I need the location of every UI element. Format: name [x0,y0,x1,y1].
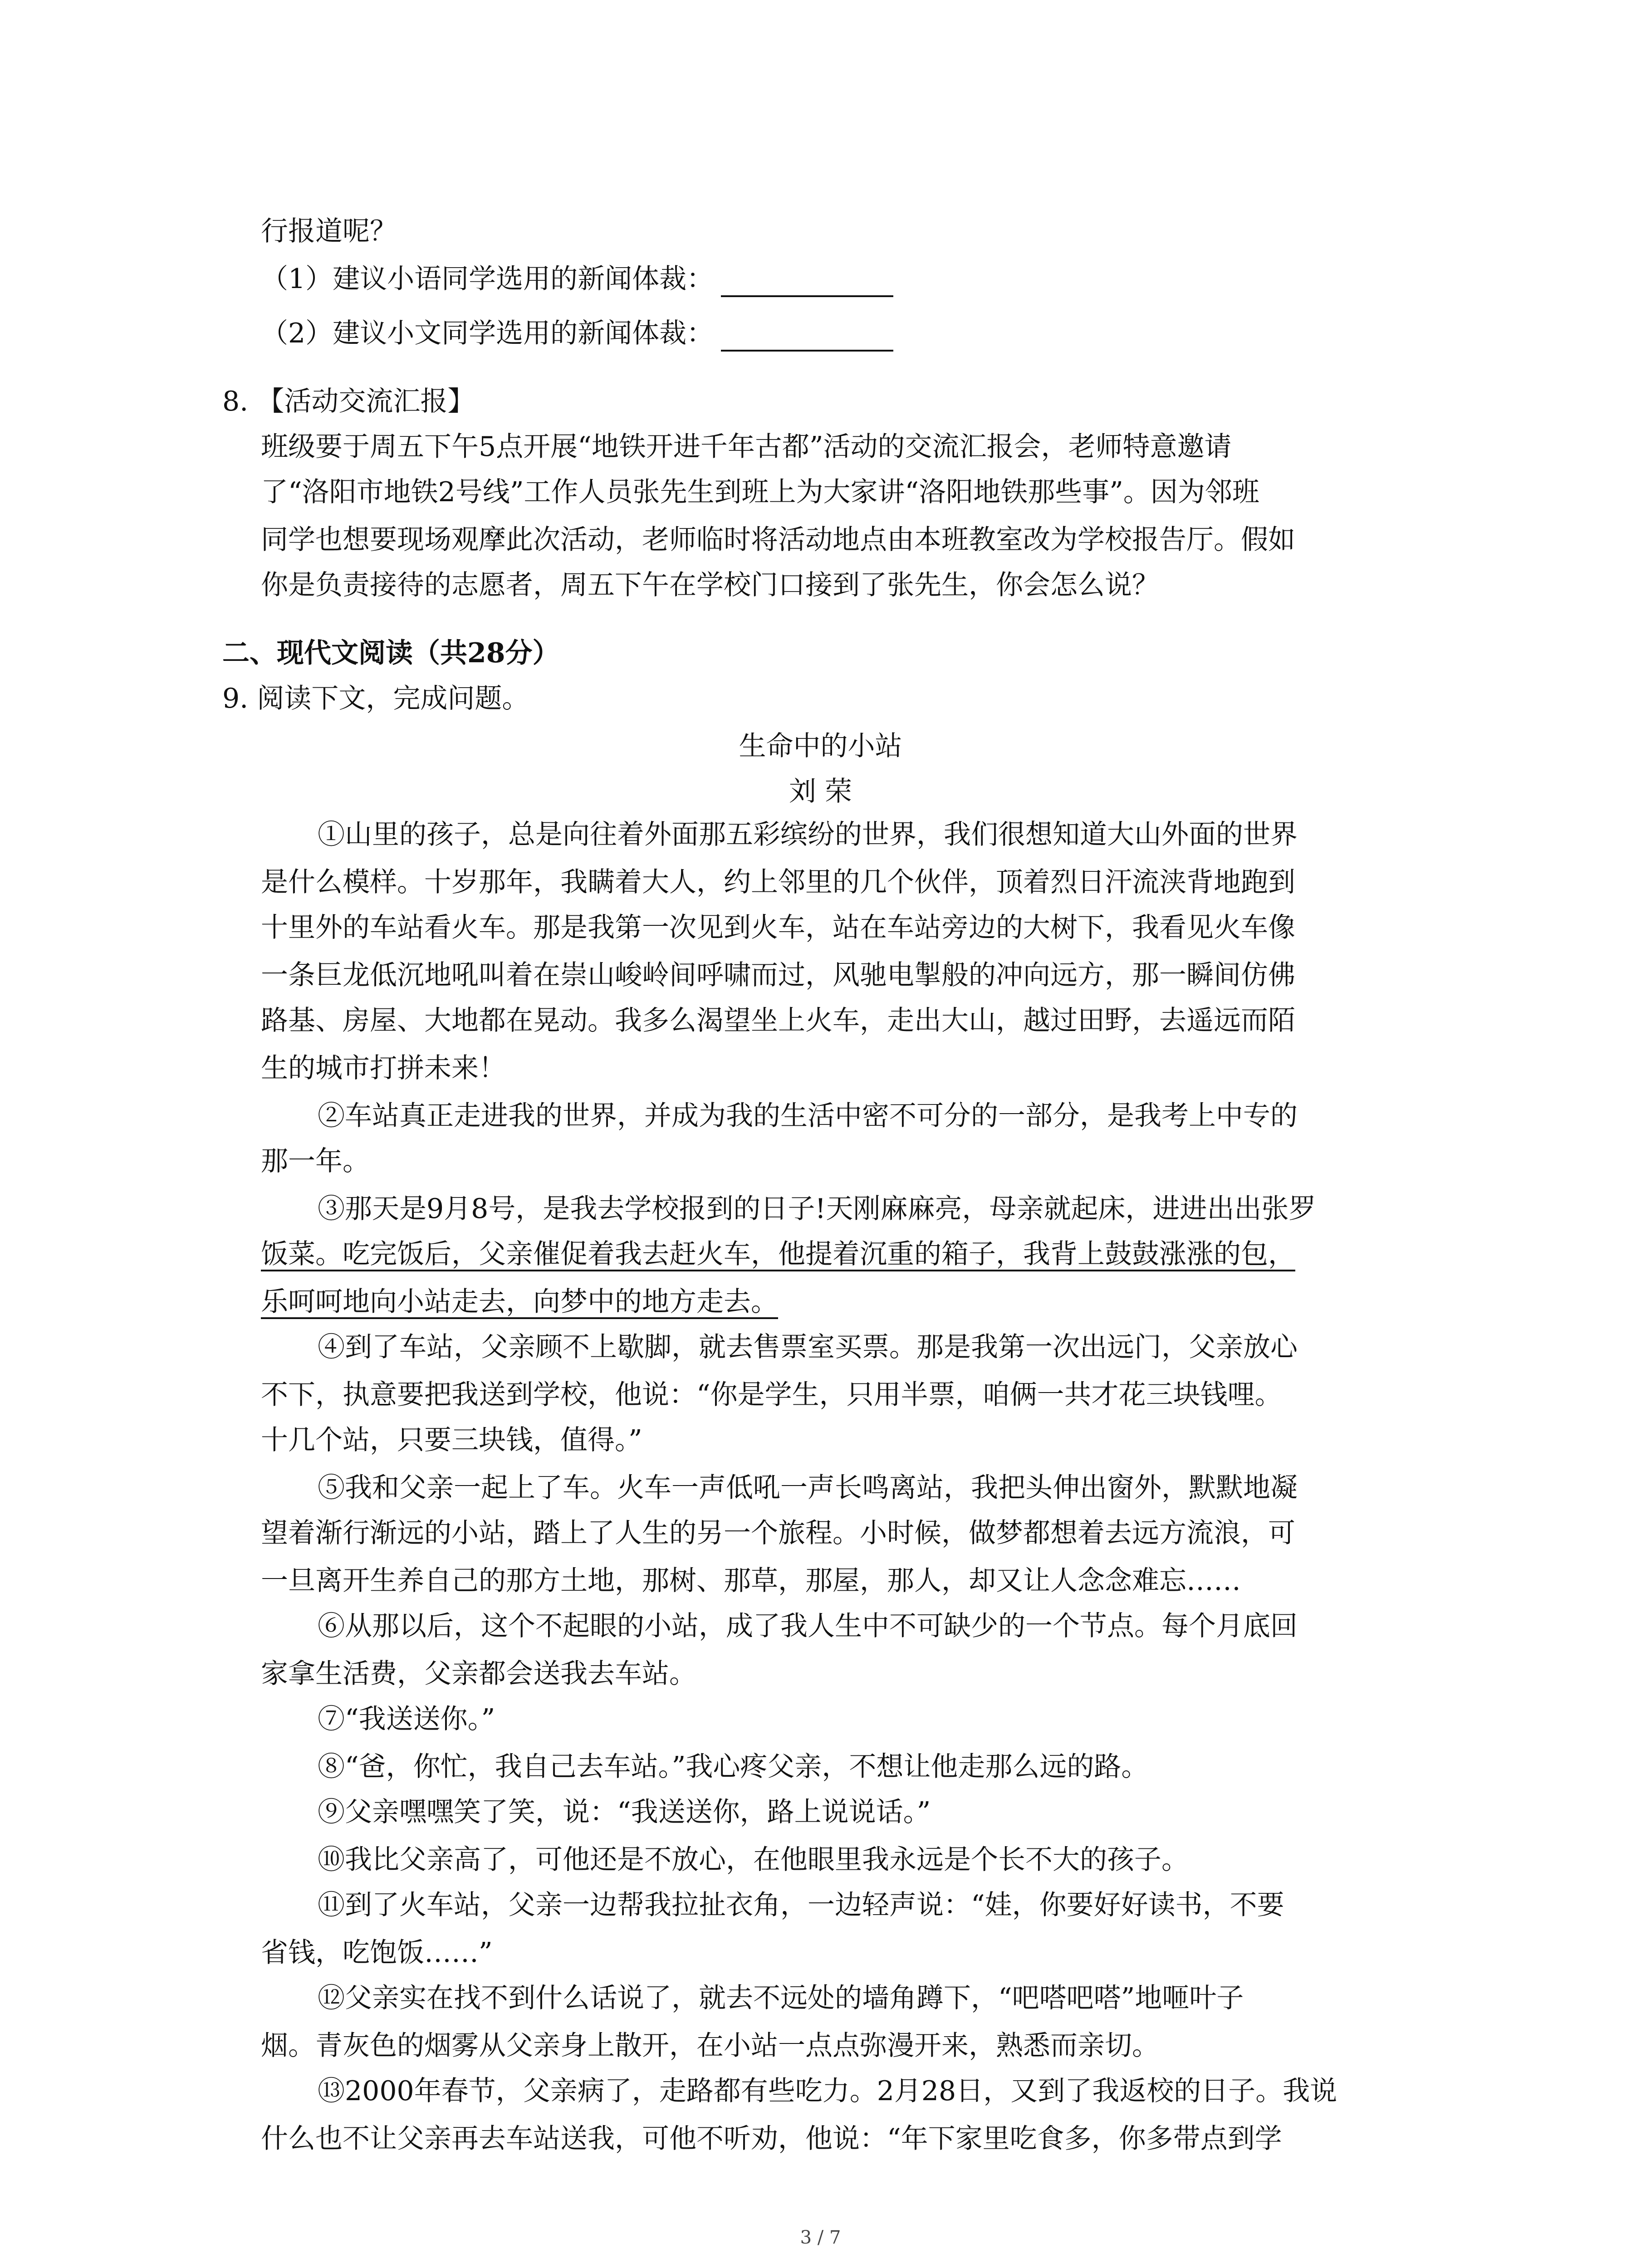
article-line-15: ⑤我和父亲一起上了车。火车一声低吼一声长鸣离站，我把头伸出窗外，默默地凝 [318,1472,1298,1504]
article-line-7: ②车站真正走进我的世界，并成为我的生活中密不可分的一部分，是我考上中专的 [318,1100,1298,1132]
article-line-20: ⑦“我送送你。” [318,1703,495,1735]
article-line-2: 是什么模样。十岁那年，我瞒着大人，约上邻里的几个伙伴，顶着烈日汗流浃背地跑到 [261,866,1295,898]
q8-line-1: 班级要于周五下午5点开展“地铁开进千年古都”活动的交流汇报会，老师特意邀请 [261,431,1232,463]
article-line-18: ⑥从那以后，这个不起眼的小站，成了我人生中不可缺少的一个节点。每个月底回 [318,1610,1298,1642]
article-line-11-underlined: 乐呵呵地向小站走去，向梦中的地方走去。 [261,1286,778,1318]
q8-line-2: 了“洛阳市地铁2号线”工作人员张先生到班上为大家讲“洛阳地铁那些事”。因为邻班 [261,476,1259,508]
q7-sub2-text: （2）建议小文同学选用的新闻体裁： [261,318,714,349]
article-line-24: ⑪到了火车站，父亲一边帮我拉扯衣角，一边轻声说：“娃，你要好好读书，不要 [318,1889,1284,1921]
article-line-22: ⑨父亲嘿嘿笑了笑，说：“我送送你，路上说说话。” [318,1796,931,1828]
article-line-23: ⑩我比父亲高了，可他还是不放心，在他眼里我永远是个长不大的孩子。 [318,1844,1189,1876]
q7-sub2 [261,315,893,352]
article-line-6: 生的城市打拼未来！ [261,1052,506,1084]
article-line-5: 路基、房屋、大地都在晃动。我多么渴望坐上火车，走出大山，越过田野，去遥远而陌 [261,1005,1295,1036]
article-line-1: ①山里的孩子，总是向往着外面那五彩缤纷的世界，我们很想知道大山外面的世界 [318,819,1298,850]
article-line-8: 那一年。 [261,1145,370,1177]
article-line-13: 不下，执意要把我送到学校，他说：“你是学生，只用半票，咱俩一共才花三块钱哩。 [261,1379,1282,1411]
article-line-12: ④到了车站，父亲顾不上歇脚，就去售票室买票。那是我第一次出远门，父亲放心 [318,1331,1298,1363]
article-line-27: 烟。青灰色的烟雾从父亲身上散开，在小站一点点弥漫开来，熟悉而亲切。 [261,2030,1159,2062]
article-line-4: 一条巨龙低沉地吼叫着在崇山峻岭间呼啸而过，风驰电掣般的冲向远方，那一瞬间仿佛 [261,959,1295,991]
article-title: 生命中的小站 [739,730,902,762]
article-line-28: ⑬2000年春节，父亲病了，走路都有些吃力。2月28日，又到了我返校的日子。我说 [318,2075,1337,2107]
article-line-21: ⑧“爸，你忙，我自己去车站。”我心疼父亲，不想让他走那么远的路。 [318,1751,1149,1783]
article-line-25: 省钱，吃饱饭……” [261,1937,493,1969]
q7-continuation: 行报道呢？ [261,215,397,247]
answer-blank-2[interactable] [721,324,893,352]
answer-blank-1[interactable] [721,270,893,297]
article-line-29: 什么也不让父亲再去车站送我，可他不听劝，他说：“年下家里吃食多，你多带点到学 [261,2123,1282,2155]
q9-intro: 9. 阅读下文，完成问题。 [222,683,529,714]
article-line-3: 十里外的车站看火车。那是我第一次见到火车，站在车站旁边的大树下，我看见火车像 [261,912,1295,943]
q7-sub1 [261,261,893,297]
article-line-19: 家拿生活费，父亲都会送我去车站。 [261,1658,696,1690]
section-heading: 二、现代文阅读（共28分） [222,637,560,669]
article-line-16: 望着渐行渐远的小站，踏上了人生的另一个旅程。小时候，做梦都想着去远方流浪，可 [261,1517,1295,1549]
article-author: 刘 荣 [789,776,852,807]
article-line-14: 十几个站，只要三块钱，值得。” [261,1424,642,1456]
article-line-26: ⑫父亲实在找不到什么话说了，就去不远处的墙角蹲下，“吧嗒吧嗒”地咂叶子 [318,1982,1244,2014]
q8-title: 8. 【活动交流汇报】 [222,386,475,417]
page-number: 3 / 7 [800,2227,841,2248]
q7-sub1-text: （1）建议小语同学选用的新闻体裁： [261,263,714,295]
article-line-9: ③那天是9月8号，是我去学校报到的日子!天刚麻麻亮，母亲就起床，进进出出张罗 [318,1193,1316,1225]
article-line-10-underlined: 饭菜。吃完饭后，父亲催促着我去赶火车，他提着沉重的箱子，我背上鼓鼓涨涨的包， [261,1238,1295,1270]
q8-line-4: 你是负责接待的志愿者，周五下午在学校门口接到了张先生，你会怎么说？ [261,569,1159,601]
article-line-17: 一旦离开生养自己的那方土地，那树、那草，那屋，那人，却又让人念念难忘…… [261,1565,1241,1597]
q8-line-3: 同学也想要现场观摩此次活动，老师临时将活动地点由本班教室改为学校报告厅。假如 [261,524,1295,556]
